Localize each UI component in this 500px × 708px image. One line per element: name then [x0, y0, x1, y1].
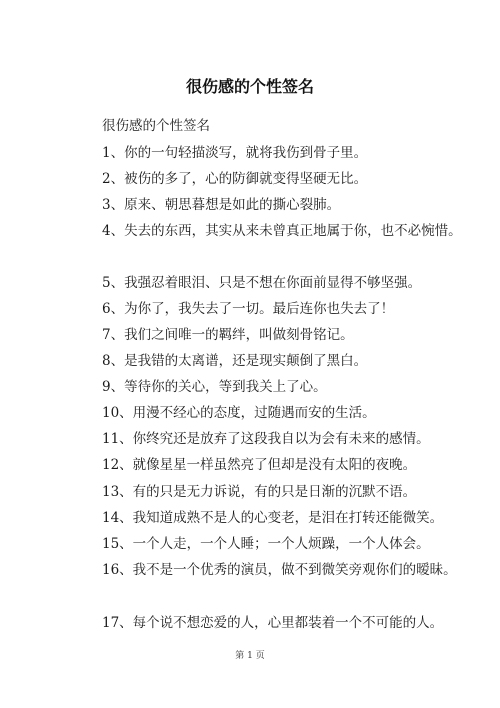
page-title: 很伤感的个性签名 [185, 77, 314, 96]
list-item: 13、有的只是无力诉说，有的只是日渐的沉默不语。 [102, 484, 417, 500]
document-subtitle: 很伤感的个性签名 [102, 118, 210, 134]
list-item: 5、我强忍着眼泪、只是不想在你面前显得不够坚强。 [102, 275, 422, 291]
list-item: 14、我知道成熟不是人的心变老，是泪在打转还能微笑。 [102, 510, 444, 526]
list-item: 11、你终究还是放弃了这段我自以为会有未来的感情。 [102, 431, 430, 447]
list-item: 16、我不是一个优秀的演员，做不到微笑旁观你们的暧昧。 [102, 562, 457, 578]
list-item: 2、被伤的多了，心的防御就变得坚硬无比。 [102, 171, 368, 187]
list-item: 4、失去的东西，其实从来未曾真正地属于你，也不必惋惜。 [102, 223, 462, 239]
list-item: 1、你的一句轻描淡写，就将我伤到骨子里。 [102, 145, 368, 161]
list-item: 3、原来、朝思暮想是如此的撕心裂肺。 [102, 197, 341, 213]
list-item: 12、就像星星一样虽然亮了但却是没有太阳的夜晚。 [102, 457, 417, 473]
list-item: 7、我们之间唯一的羁绊，叫做刻骨铭记。 [102, 327, 354, 343]
list-item: 17、每个说不想恋爱的人，心里都装着一个不可能的人。 [102, 615, 444, 631]
list-item: 6、为你了，我失去了一切。最后连你也失去了！ [102, 301, 395, 317]
list-item: 15、一个人走，一个人睡；一个人烦躁，一个人体会。 [102, 536, 430, 552]
page-number: 第 1 页 [235, 651, 265, 661]
list-item: 10、用漫不经心的态度，过随遇而安的生活。 [102, 405, 376, 421]
list-item: 9、等待你的关心，等到我关上了心。 [102, 379, 327, 395]
list-item: 8、是我错的太离谱，还是现实颠倒了黑白。 [102, 353, 368, 369]
